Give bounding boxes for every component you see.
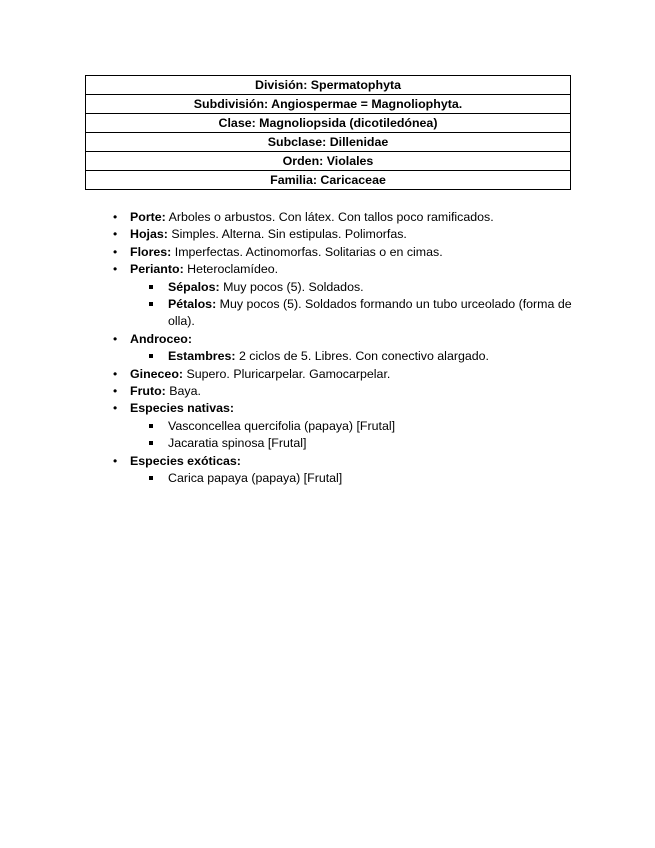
sub-item-text: Carica papaya (papaya) [Frutal]	[168, 471, 343, 486]
item-label: Gineceo:	[130, 366, 184, 381]
taxonomy-row-division	[86, 76, 571, 95]
characteristics-list	[112, 209, 572, 488]
list-item-porte	[112, 209, 572, 226]
list-item-especies-exoticas	[112, 453, 572, 470]
taxonomy-cell: Subdivisión: Angiospermae = Magnoliophyta.	[86, 95, 571, 114]
square-bullet-icon	[149, 441, 153, 445]
sub-item-label: Sépalos:	[168, 279, 220, 294]
item-text: Arboles o arbustos. Con látex. Con tallos poco ramificados.	[165, 210, 494, 224]
taxonomy-table	[85, 75, 571, 190]
list-item-especies-nativas	[112, 400, 572, 417]
taxonomy-cell: Orden: Violales	[86, 152, 571, 171]
sub-item-text: Jacaratia spinosa [Frutal]	[168, 436, 307, 451]
taxonomy-cell: Clase: Magnoliopsida (dicotiledónea)	[86, 114, 571, 133]
sub-item-text: Muy pocos (5). Soldados formando un tubo urceolado (forma de olla).	[168, 297, 572, 329]
item-label: Especies nativas:	[130, 401, 235, 416]
sub-item-sepalos	[112, 279, 572, 296]
list-item-gineceo	[112, 366, 572, 383]
list-item-fruto	[112, 383, 572, 400]
item-text: Heteroclamídeo.	[183, 262, 279, 277]
taxonomy-cell: División: Spermatophyta	[86, 76, 571, 95]
sub-item-text: Muy pocos (5). Soldados.	[219, 279, 364, 294]
bullet-icon: •	[113, 244, 118, 259]
bullet-icon: •	[113, 331, 118, 346]
sub-item-label: Estambres:	[168, 349, 236, 364]
square-bullet-icon	[149, 285, 153, 289]
item-label: Flores:	[130, 244, 172, 259]
taxonomy-row-clase	[86, 114, 571, 133]
square-bullet-icon	[149, 424, 153, 428]
square-bullet-icon	[149, 476, 153, 480]
square-bullet-icon	[149, 302, 153, 306]
list-item-androceo	[112, 331, 572, 348]
taxonomy-row-subdivision	[86, 95, 571, 114]
bullet-icon: •	[113, 453, 118, 468]
item-text: Supero. Pluricarpelar. Gamocarpelar.	[183, 366, 391, 381]
sub-item-label: Pétalos:	[168, 297, 217, 312]
item-text: Imperfectas. Actinomorfas. Solitarias o en cimas.	[171, 244, 443, 259]
list-item-flores	[112, 244, 572, 261]
sub-item-estambres	[112, 348, 572, 365]
item-label: Androceo:	[130, 331, 192, 346]
sub-item-text: Vasconcellea quercifolia (papaya) [Frutal]	[168, 418, 396, 433]
bullet-icon: •	[113, 262, 118, 277]
sub-item-vasconcellea	[112, 418, 572, 435]
sub-item-jacaratia	[112, 435, 572, 452]
item-label: Fruto:	[130, 384, 166, 399]
taxonomy-row-orden	[86, 152, 571, 171]
item-label: Especies exóticas:	[130, 453, 241, 468]
bullet-icon: •	[113, 366, 118, 381]
item-label: Hojas:	[130, 227, 168, 242]
taxonomy-row-subclase	[86, 133, 571, 152]
bullet-icon: •	[113, 227, 118, 242]
list-item-perianto	[112, 261, 572, 278]
item-label: Perianto:	[130, 262, 184, 277]
bullet-icon: •	[113, 401, 118, 416]
taxonomy-cell: Subclase: Dillenidae	[86, 133, 571, 152]
sub-item-petalos	[112, 296, 572, 331]
taxonomy-cell: Familia: Caricaceae	[86, 171, 571, 190]
sub-item-text: 2 ciclos de 5. Libres. Con conectivo alargado.	[235, 349, 489, 364]
item-text: Baya.	[165, 384, 201, 399]
item-label: Porte:	[130, 210, 166, 224]
square-bullet-icon	[149, 354, 153, 358]
sub-item-carica	[112, 470, 572, 487]
bullet-icon: •	[113, 384, 118, 399]
bullet-icon: •	[113, 210, 118, 224]
taxonomy-row-familia	[86, 171, 571, 190]
list-item-hojas	[112, 226, 572, 243]
item-text: Simples. Alterna. Sin estipulas. Polimorfas.	[167, 227, 407, 242]
